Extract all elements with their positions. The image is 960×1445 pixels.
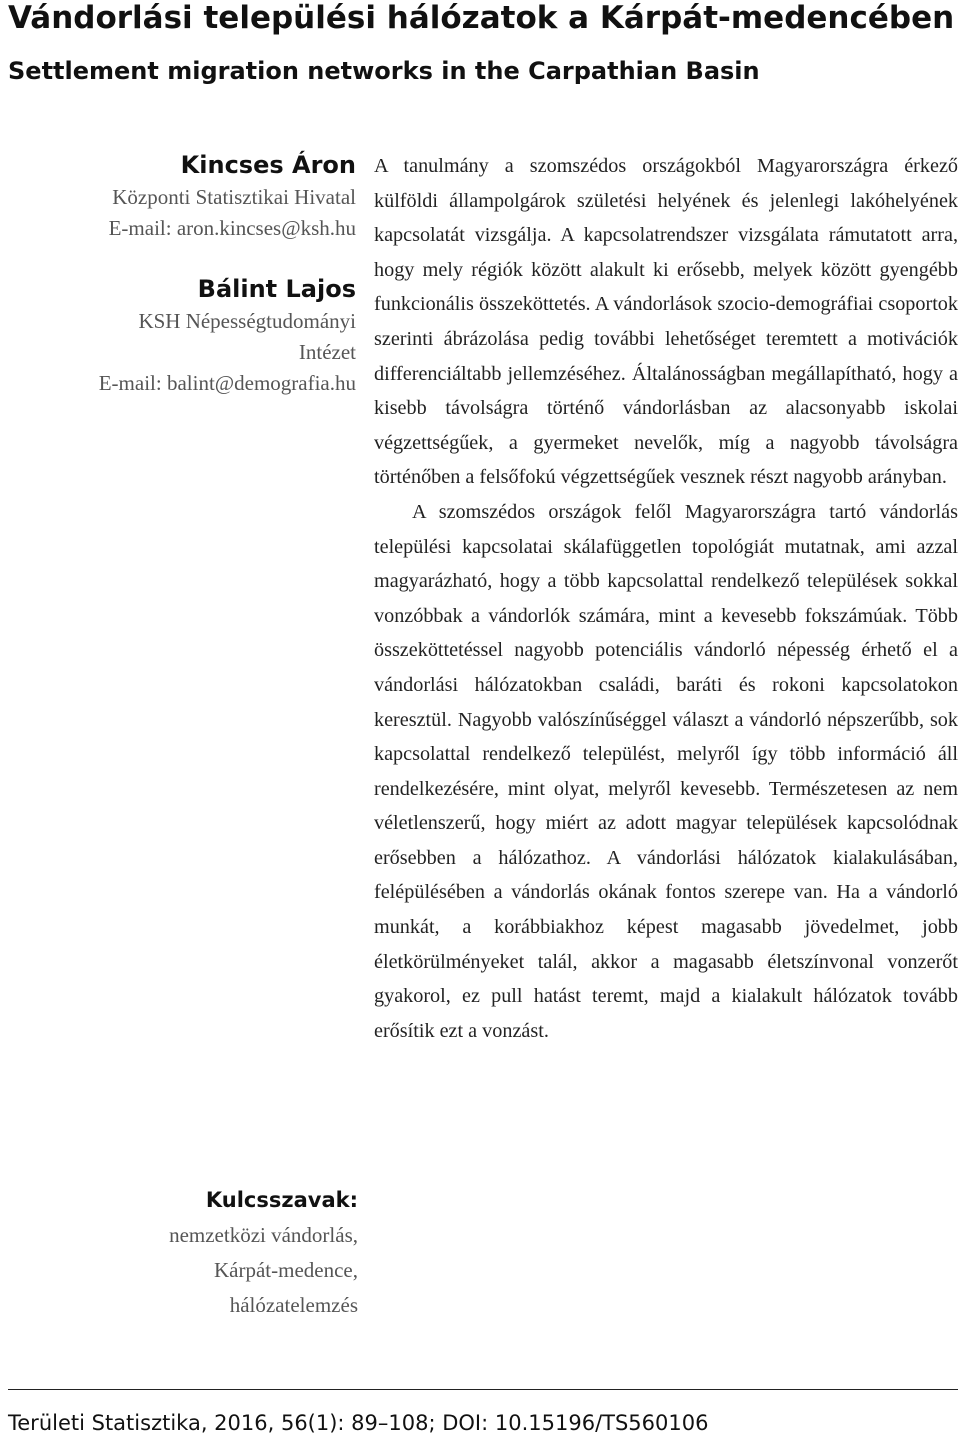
author-name: Kincses Áron	[180, 151, 356, 179]
author-block	[0, 148, 356, 244]
citation-footer: Területi Statisztika, 2016, 56(1): 89–108; DOI: 10.15196/TS560106	[8, 1411, 709, 1435]
keyword: Kárpát-medence,	[214, 1258, 358, 1282]
keywords-heading: Kulcsszavak:	[205, 1188, 358, 1212]
paper-title-hungarian: Vándorlási települési hálózatok a Kárpát-medencében	[8, 0, 955, 36]
author-block	[0, 272, 356, 399]
keyword: hálózatelemzés	[229, 1293, 358, 1317]
paper-title-english: Settlement migration networks in the Carpathian Basin	[8, 57, 760, 85]
author-sidebar	[0, 148, 356, 399]
author-affiliation: Intézet	[298, 340, 356, 364]
footer-divider	[8, 1389, 958, 1390]
abstract	[374, 149, 958, 1048]
abstract-paragraph: A tanulmány a szomszédos országokból Magyarországra érkező külföldi állampolgárok születési helyének és jelenlegi lakóhelyének kapcsolatát vizsgálja. A kapcsolatrendszer vizsgálata rámutatott arra, hogy mely régiók között alakult ki erősebb, melyek között gyengébb funkcionális összeköttetés. A vándorlások szocio-demográfiai csoportok szerinti ábrázolása pedig további lehetőséget teremtett a motivációk differenciáltabb jellemzéséhez. Általánosságban megállapítható, hogy a kisebb távolságra történő vándorlásban az alacsonyabb iskolai végzettségűek, a gyermeket nevelők, míg a nagyobb távolságra történőben a felsőfokú végzettségűek vesznek részt nagyobb arányban.	[374, 155, 958, 489]
author-affiliation: Központi Statisztikai Hivatal	[112, 185, 356, 209]
keywords-block	[0, 1182, 358, 1323]
keyword: nemzetközi vándorlás,	[169, 1223, 358, 1247]
abstract-paragraph: A szomszédos országok felől Magyarországra tartó vándorlás települési kapcsolatai skálafüggetlen topológiát mutatnak, ami azzal magyarázható, hogy a több kapcsolattal rendelkező települések sokkal vonzóbbak a vándorlók számára, mint a kevesebb fokszámúak. Több összeköttetéssel nagyobb potenciális vándorló népesség érhető el a vándorlási hálózatokban családi, baráti és rokoni kapcsolatokon keresztül. Nagyobb valószínűséggel választ a vándorló népszerűbb, sok kapcsolattal rendelkező települést, melyről így több információ áll rendelkezésére, mint olyat, melyről kevesebb. Természetesen az nem véletlenszerű, hogy miért az adott magyar települések kapcsolódnak erősebben a hálózathoz. A vándorlási hálózatok kialakulásában, felépülésében a vándorlás okának fontos szerepe van. Ha a vándorló munkát, a korábbiakhoz képest magasabb jövedelmet, jobb életkörülményeket talál, akkor a magasabb életszínvonal vonzerőt gyakorol, ez pull hatást teremt, majd a kialakult hálózatok tovább erősítik ezt a vonzást.	[374, 500, 958, 1042]
author-email: E-mail: aron.kincses@ksh.hu	[108, 216, 356, 240]
author-affiliation: KSH Népességtudományi	[138, 309, 356, 333]
author-email: E-mail: balint@demografia.hu	[98, 371, 356, 395]
author-name: Bálint Lajos	[197, 275, 356, 303]
